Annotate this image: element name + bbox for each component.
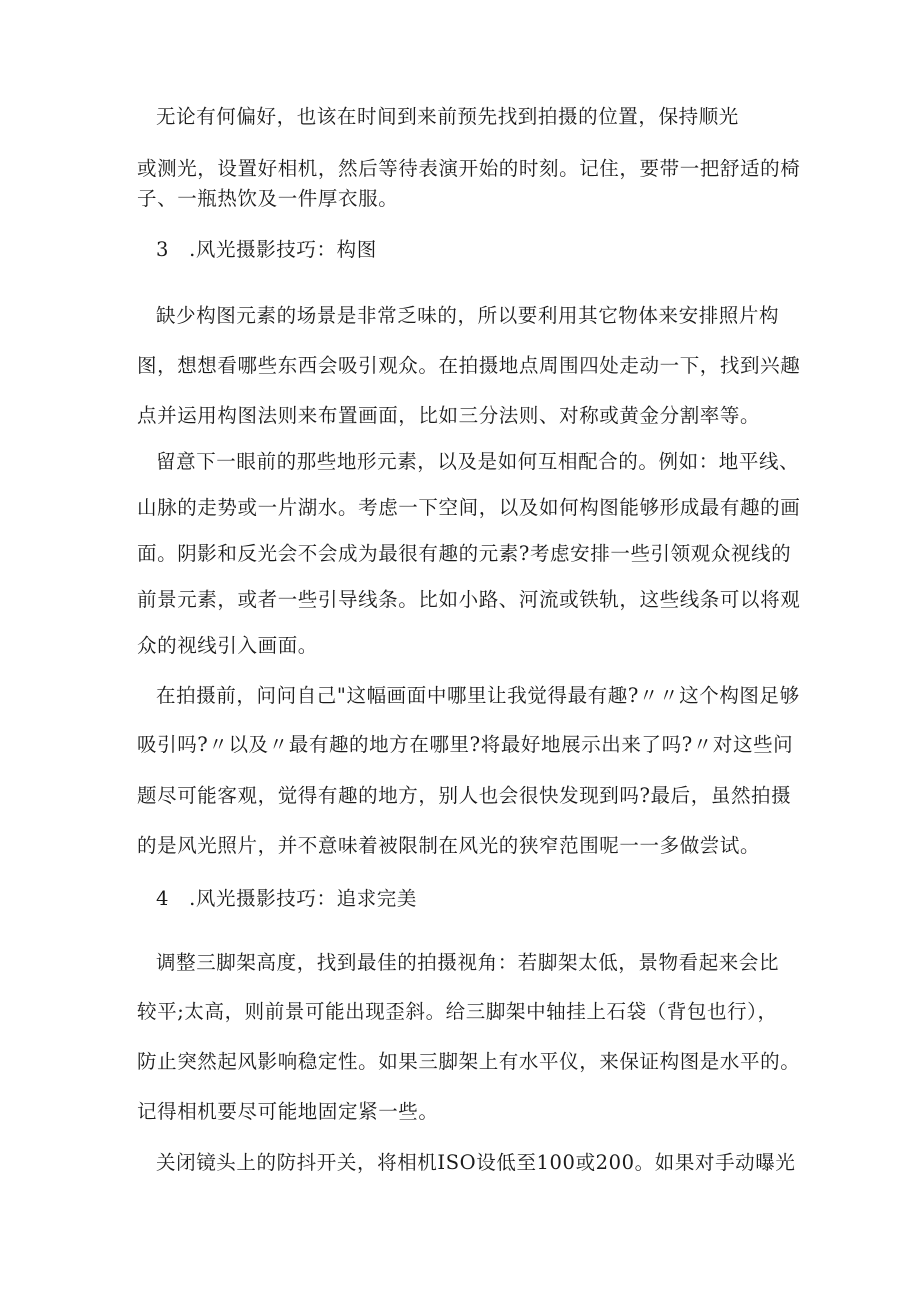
section-heading: 4 .风光摄影技巧：追求完美 <box>156 887 418 910</box>
text-line: 山脉的走势或一片湖水。考虑一下空间，以及如何构图能够形成最有趣的画 <box>137 496 801 519</box>
text-line: 缺少构图元素的场景是非常乏味的，所以要利用其它物体来安排照片构 <box>156 304 780 327</box>
text-line: 防止突然起风影响稳定性。如果三脚架上有水平仪，来保证构图是水平的。 <box>137 1050 801 1073</box>
text-line: 较平;太高，则前景可能出现歪斜。给三脚架中轴挂上石袋（背包也行）， <box>137 1000 778 1023</box>
text-line: 吸引吗?〃以及〃最有趣的地方在哪里?将最好地展示出来了吗?〃对这些问 <box>137 733 794 756</box>
text-line: 图，想想看哪些东西会吸引观众。在拍摄地点周围四处走动一下，找到兴趣 <box>137 354 801 377</box>
section-heading: 3 .风光摄影技巧：构图 <box>156 238 377 261</box>
text-line: 在拍摄前，问问自己"这幅画面中哪里让我觉得最有趣?〃〃这个构图足够 <box>156 684 800 707</box>
text-line: 无论有何偏好，也该在时间到来前预先找到拍摄的位置，保持顺光 <box>156 105 739 128</box>
text-line: 前景元素，或者一些引导线条。比如小路、河流或铁轨，这些线条可以将观 <box>137 588 801 611</box>
text-line: 面。阴影和反光会不会成为最很有趣的元素?考虑安排一些引领观众视线的 <box>137 542 792 565</box>
text-line: 或测光，设置好相机，然后等待表演开始的时刻。记住，要带一把舒适的椅 <box>137 157 801 180</box>
text-line: 点并运用构图法则来布置画面，比如三分法则、对称或黄金分割率等。 <box>137 404 761 427</box>
text-line: 子、一瓶热饮及一件厚衣服。 <box>137 187 399 210</box>
text-line: 众的视线引入画面。 <box>137 634 318 657</box>
text-line: 调整三脚架高度，找到最佳的拍摄视角：若脚架太低，景物看起来会比 <box>156 951 780 974</box>
text-line: 记得相机要尽可能地固定紧一些。 <box>137 1100 439 1123</box>
text-line: 关闭镜头上的防抖开关，将相机ISO设低至100或200。如果对手动曝光 <box>156 1151 796 1174</box>
text-line: 留意下一眼前的那些地形元素，以及是如何互相配合的。例如：地平线、 <box>156 450 800 473</box>
text-line: 的是风光照片，并不意味着被限制在风光的狭窄范围呢一一多做尝试。 <box>137 834 761 857</box>
text-line: 题尽可能客观，觉得有趣的地方，别人也会很快发现到吗?最后，虽然拍摄 <box>137 784 792 807</box>
